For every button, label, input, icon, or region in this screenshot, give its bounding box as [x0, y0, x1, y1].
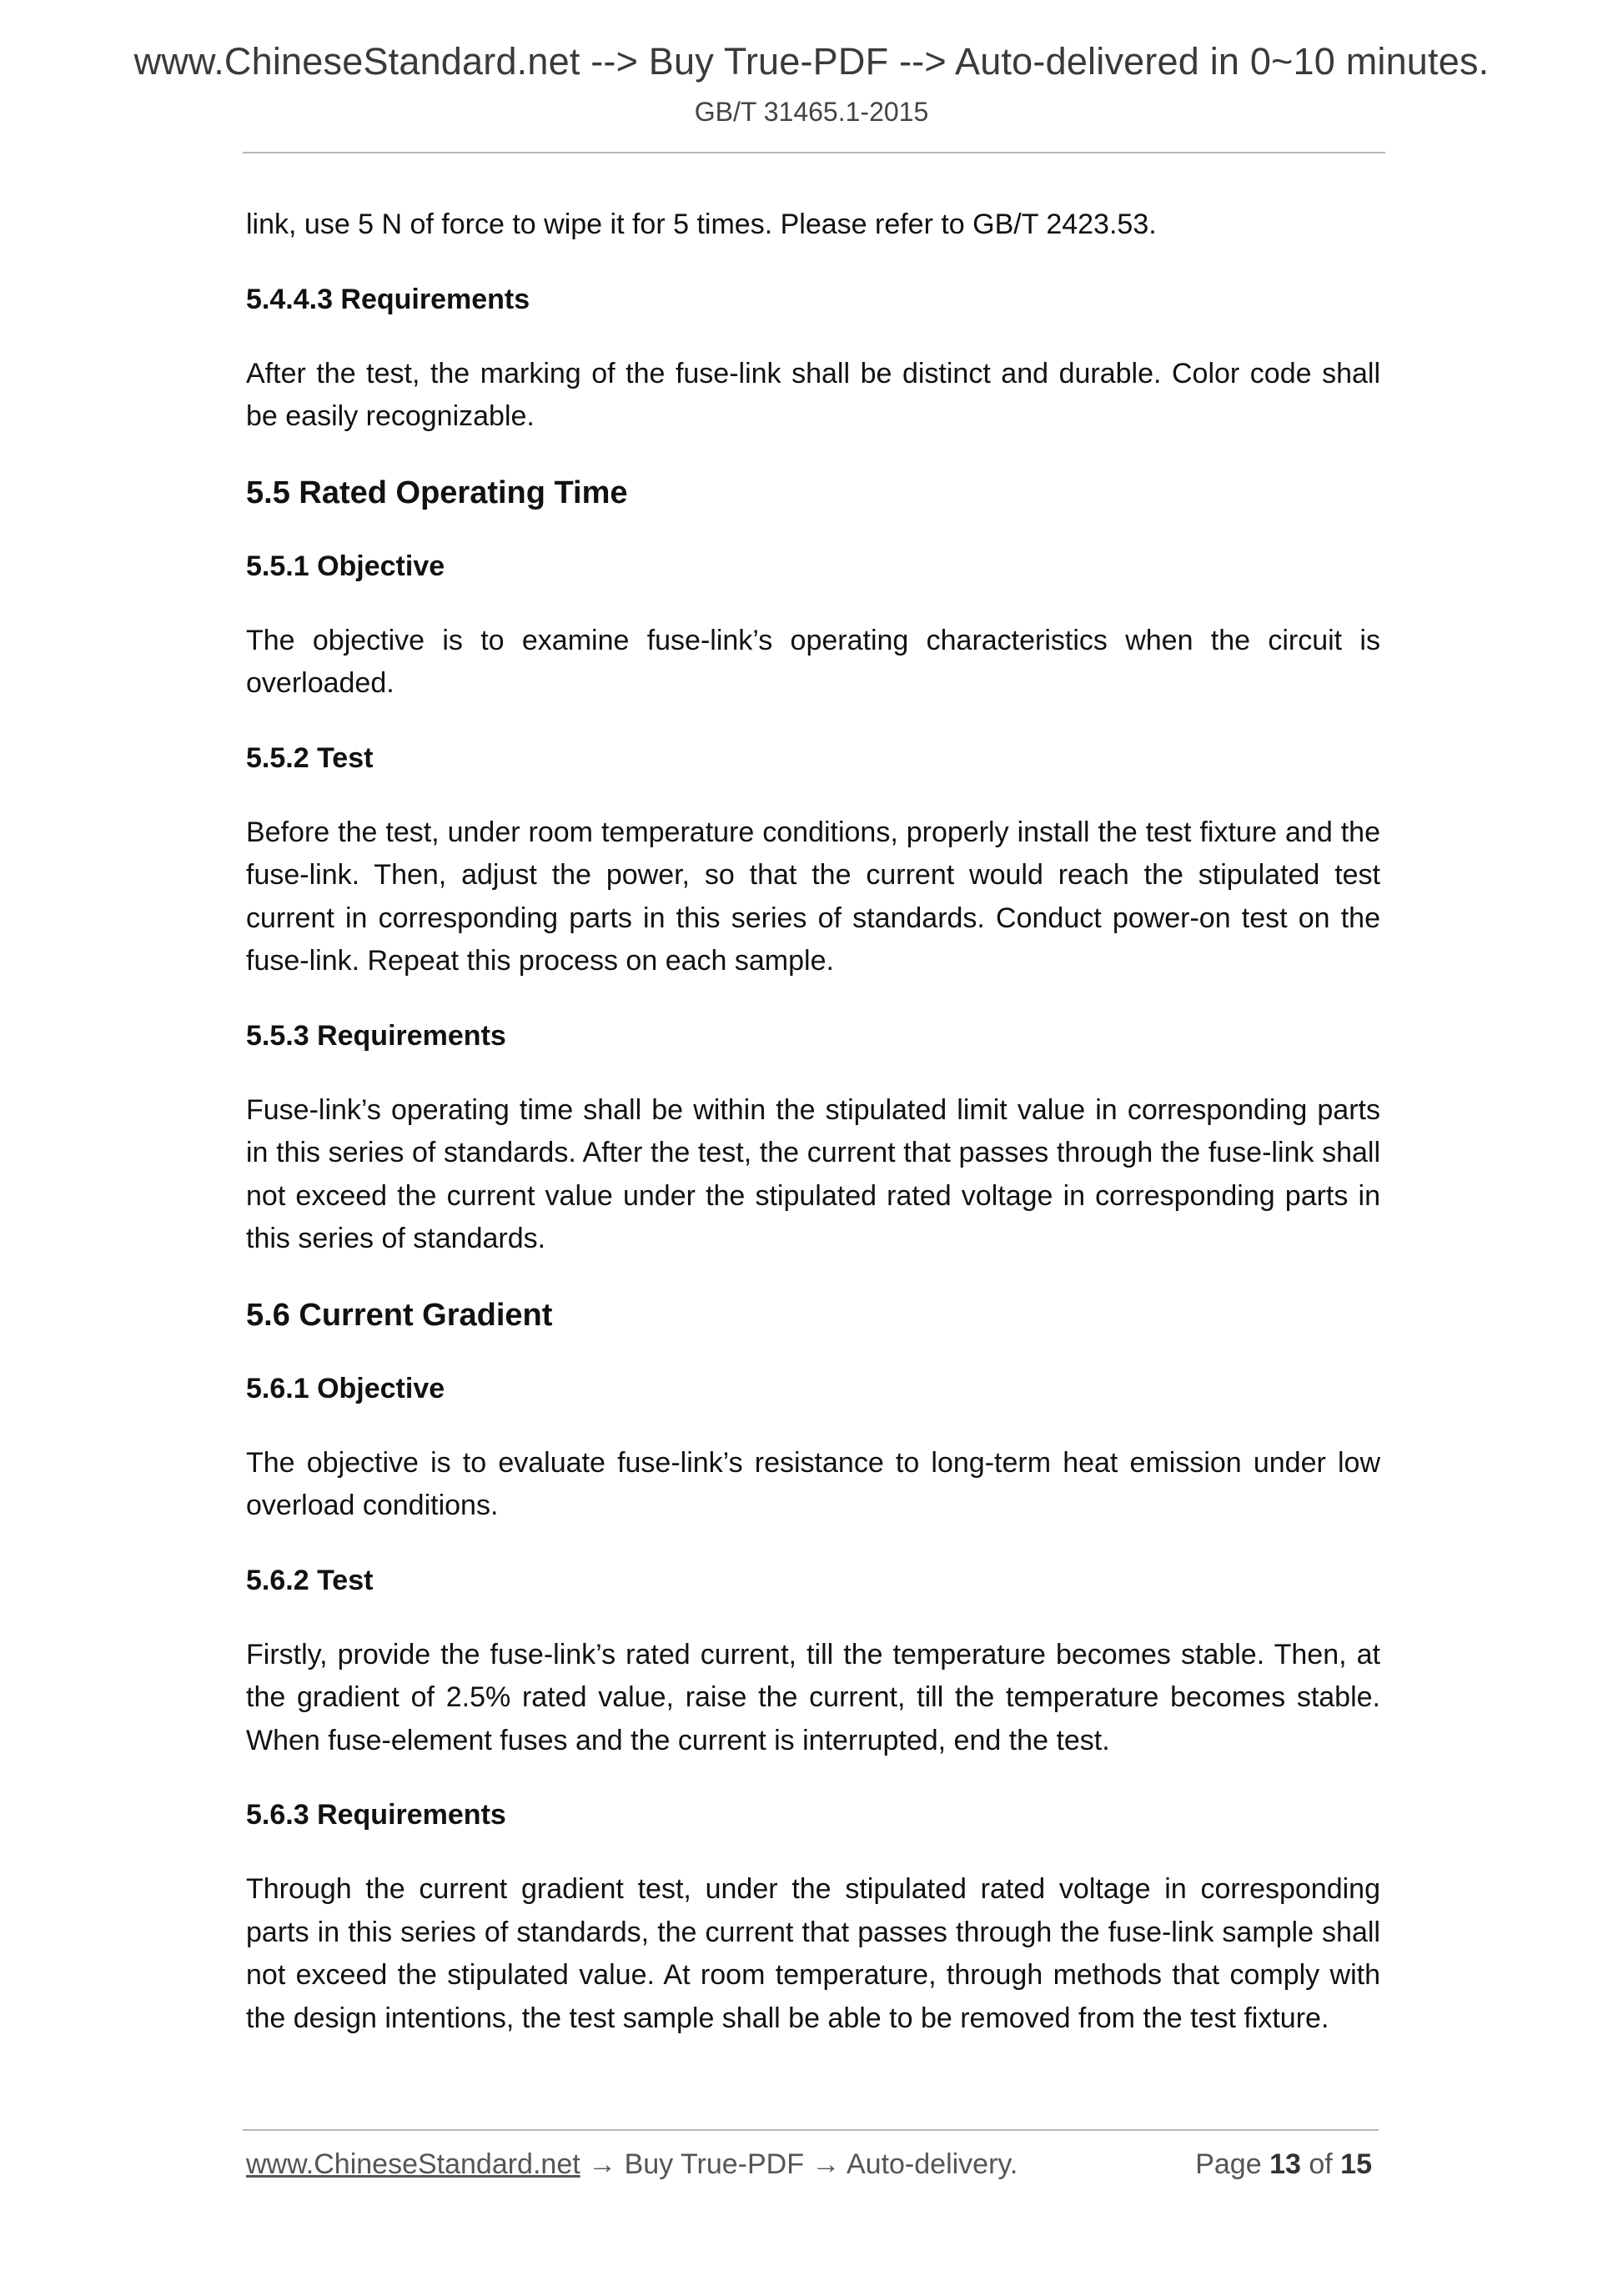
heading-5-5-3: 5.5.3 Requirements [246, 1019, 506, 1052]
footer-tagline: → Buy True-PDF → Auto-delivery. [580, 2148, 1018, 2180]
footer-left [246, 2148, 1018, 2181]
heading-5-5-2: 5.5.2 Test [246, 741, 374, 774]
heading-5-5-1: 5.5.1 Objective [246, 550, 445, 582]
paragraph-5-5-2: Before the test, under room temperature conditions, properly install the test fixture and the fuse-link. Then, adjust the power, so that the current would reach the stipulated test current in corresponding parts in this series of standards. Conduct power-on test on the fuse-link. Repeat this process on each sample. [246, 816, 1380, 977]
paragraph-5-6-3: Through the current gradient test, under the stipulated rated voltage in corresponding parts in this series of standards, the current that passes through the fuse-link sample shall not exceed the stipulated value. At room temperature, through methods that comply with the design intentions, the test sample shall be able to be removed from the test fixture. [246, 1873, 1380, 2034]
heading-5-6: 5.6 Current Gradient [246, 1297, 553, 1333]
heading-5-6-3: 5.6.3 Requirements [246, 1799, 506, 1831]
paragraph-5-6-1: The objective is to evaluate fuse-link’s resistance to long-term heat emission under low overload conditions. [246, 1446, 1380, 1521]
page-footer [246, 2148, 1380, 2190]
footer-divider [243, 2129, 1379, 2131]
heading-5-6-1: 5.6.1 Objective [246, 1372, 445, 1404]
page-total: 15 [1340, 2148, 1372, 2180]
page-current: 13 [1269, 2148, 1301, 2180]
standard-code: GB/T 31465.1-2015 [694, 97, 929, 127]
footer-site-link[interactable]: www.ChineseStandard.net [246, 2148, 580, 2180]
page-of: of [1309, 2148, 1333, 2180]
heading-5-5: 5.5 Rated Operating Time [246, 475, 628, 510]
header-divider [243, 152, 1385, 153]
heading-5-4-4-3: 5.4.4.3 Requirements [246, 283, 530, 315]
page-indicator [1195, 2148, 1372, 2181]
paragraph-5-5-1: The objective is to examine fuse-link’s operating characteristics when the circuit is overloaded. [246, 624, 1380, 699]
page-label: Page [1195, 2148, 1262, 2180]
heading-5-6-2: 5.6.2 Test [246, 1564, 374, 1596]
paragraph-continued: link, use 5 N of force to wipe it for 5 times. Please refer to GB/T 2423.53. [246, 208, 1157, 240]
top-banner: www.ChineseStandard.net --> Buy True-PDF --> Auto-delivered in 0~10 minutes. [133, 40, 1490, 83]
document-body [246, 203, 1380, 2072]
paragraph-5-5-3: Fuse-link’s operating time shall be within the stipulated limit value in corresponding parts in this series of standards. After the test, the current that passes through the fuse-link shall not exceed the current value under the stipulated rated voltage in corresponding parts in this series of standards. [246, 1093, 1380, 1254]
paragraph-5-4-4-3: After the test, the marking of the fuse-link shall be distinct and durable. Color code shall be easily recognizable. [246, 357, 1380, 432]
paragraph-5-6-2: Firstly, provide the fuse-link’s rated current, till the temperature becomes stable. Then, at the gradient of 2.5% rated value, raise the current, till the temperature becomes stable. When fuse-element fuses and the current is interrupted, end the test. [246, 1638, 1380, 1756]
